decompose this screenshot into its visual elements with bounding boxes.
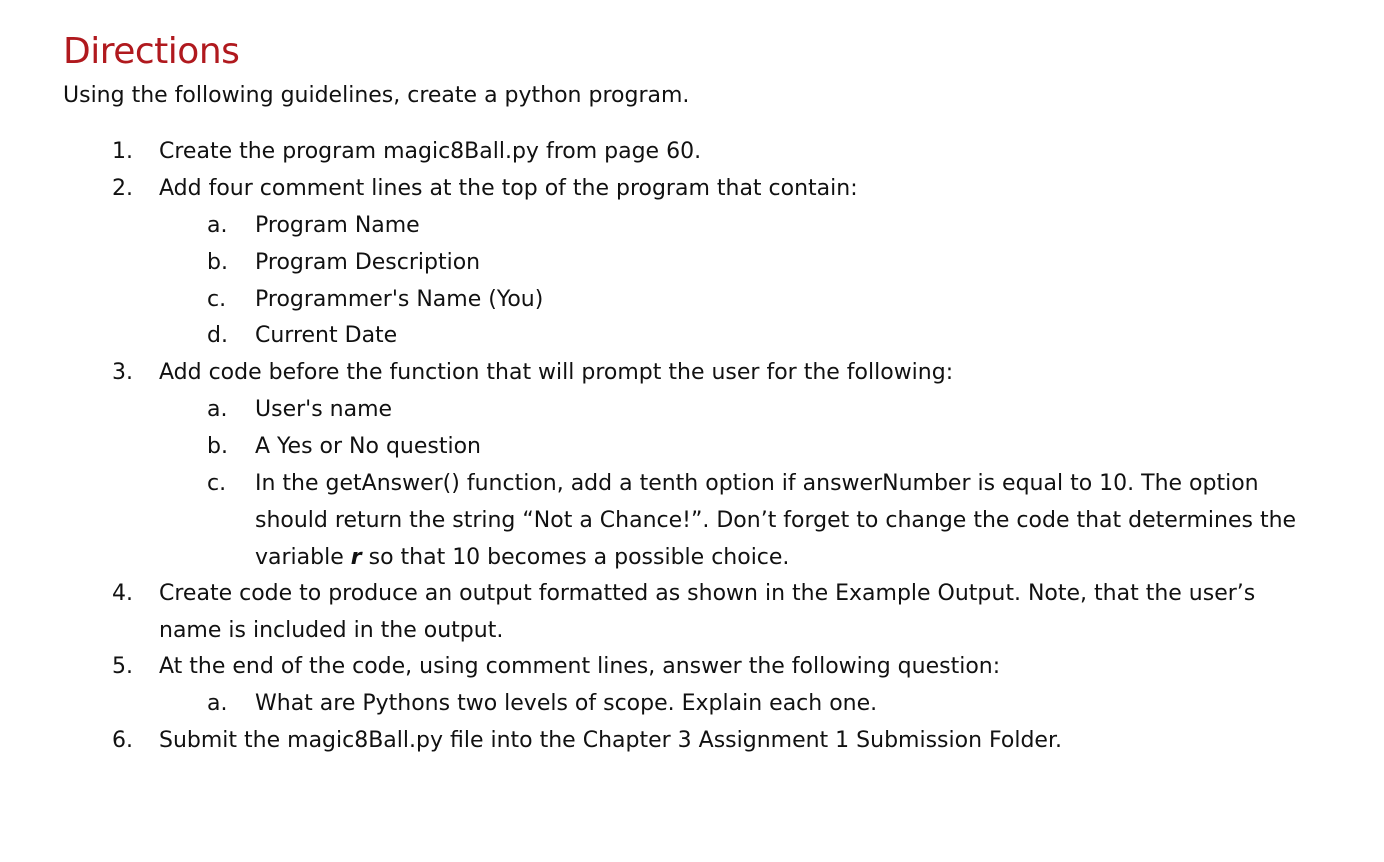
list-text: Add code before the function that will prompt the user for the following: [159, 360, 954, 385]
list-number: 1. [112, 139, 133, 164]
page-title: Directions [63, 31, 240, 72]
sub-number: a. [207, 691, 228, 716]
list-text: Submit the magic8Ball.py file into the Chapter 3 Assignment 1 Submission Folder. [159, 728, 1062, 753]
sub-text: A Yes or No question [255, 434, 482, 459]
sub-number: c. [207, 287, 227, 312]
list-text: Add four comment lines at the top of the program that contain: [159, 176, 858, 201]
sub-number: a. [207, 397, 228, 422]
sub-text: What are Pythons two levels of scope. Explain each one. [255, 691, 878, 716]
variable-name: r [350, 544, 362, 570]
sub-text: Programmer's Name (You) [255, 287, 544, 312]
list-number: 4. [112, 581, 133, 606]
list-number: 3. [112, 360, 133, 385]
intro-text: Using the following guidelines, create a python program. [63, 83, 690, 108]
sub-text [255, 466, 1325, 576]
list-text: Create code to produce an output formatted as shown in the Example Output. Note, that the user’s name is included in the output. [159, 581, 1256, 643]
list-number: 2. [112, 176, 133, 201]
sub-number: a. [207, 213, 228, 238]
sub-text: User's name [255, 397, 393, 422]
sub-text: Program Name [255, 213, 420, 238]
list-number: 5. [112, 654, 133, 679]
sub-text: Program Description [255, 250, 481, 275]
sub-text-after: so that 10 becomes a possible choice. [361, 544, 790, 570]
list-number: 6. [112, 728, 133, 753]
list-text: At the end of the code, using comment lines, answer the following question: [159, 654, 1001, 679]
sub-number: c. [207, 471, 227, 496]
sub-number: d. [207, 323, 228, 348]
list-text: Create the program magic8Ball.py from page 60. [159, 139, 702, 164]
sub-text-before: In the getAnswer() function, add a tenth option if answerNumber is equal to 10. The option should return the string “Not a Chance!”. Don’t forget to change the code that determines the variable [255, 471, 1297, 570]
sub-number: b. [207, 250, 228, 275]
sub-number: b. [207, 434, 228, 459]
sub-text: Current Date [255, 323, 398, 348]
